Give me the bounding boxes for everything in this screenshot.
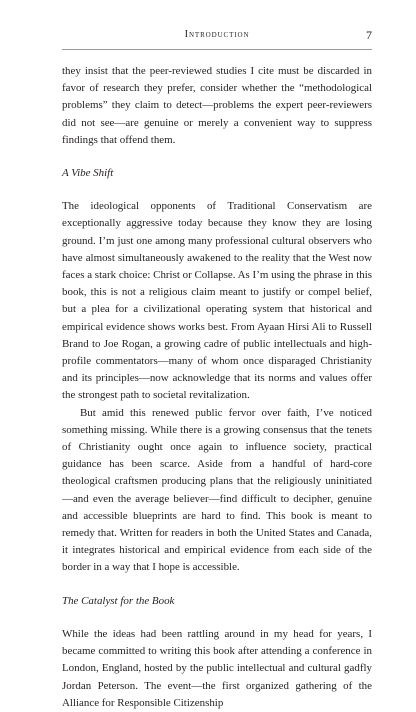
section-spacer	[62, 182, 372, 198]
paragraph-vibe-shift-1: The ideological opponents of Traditional Conservatism are exceptionally aggressive today because they know they are losing ground. I’m just one among many professional cultural observers who have almost simultaneously awakened to the reality that the West now faces a stark choice: Christ or Collapse. As I’m using the phrase in this book, this is not a religious claim meant to justify or compel belief, but a plea for a civilizational operating system that historical and empirical evidence shows works best. From Ayaan Hirsi Ali to Russell Brand to Joe Rogan, a growing cadre of public intellectuals and high-profile commentators—many of whom once disparaged Christianity and its principles—now acknowledge that its norms and values offer the strongest path to societal revitalization.	[62, 200, 372, 402]
paragraph-continuation: they insist that the peer-reviewed studies I cite must be discarded in favor of research they prefer, consider whether the “methodological problems” they claim to detect—problems the expert peer-reviewers did not see—are genuine or merely a convenient way to suppress findings that offend them.	[62, 65, 372, 146]
running-head	[62, 28, 372, 44]
section-spacer	[62, 577, 372, 593]
section-heading-catalyst: The Catalyst for the Book	[62, 594, 175, 607]
running-head-title: Introduction	[184, 29, 250, 40]
paragraph-catalyst-1: While the ideas had been rattling around in my head for years, I became committed to writing this book after attending a conference in London, England, hosted by the public intellectual and cultural gadfly Jordan Peterson. The event—the first organized gathering of the Alliance for Responsible Citizenship	[62, 627, 372, 709]
body-text	[62, 63, 372, 712]
header-rule	[62, 49, 372, 50]
page-number: 7	[366, 28, 372, 42]
section-heading-vibe-shift: A Vibe Shift	[62, 167, 114, 180]
paragraph-vibe-shift-2: But amid this renewed public fervor over faith, I’ve noticed something missing. While there is a growing consensus that the tenets of Christianity ought once again to influence society, practical guidance has been scarce. Aside from a handful of hard-core theological craftsmen producing plans that the religiously uninitiated—and even the average believer—find difficult to decipher, genuine and accessible blueprints are hard to find. This book is meant to remedy that. Written for readers in both the United States and Canada, it integrates historical and empirical evidence from each side of the border in a way that I hope is accessible.	[62, 406, 372, 574]
section-spacer	[62, 610, 372, 626]
section-spacer	[62, 149, 372, 165]
